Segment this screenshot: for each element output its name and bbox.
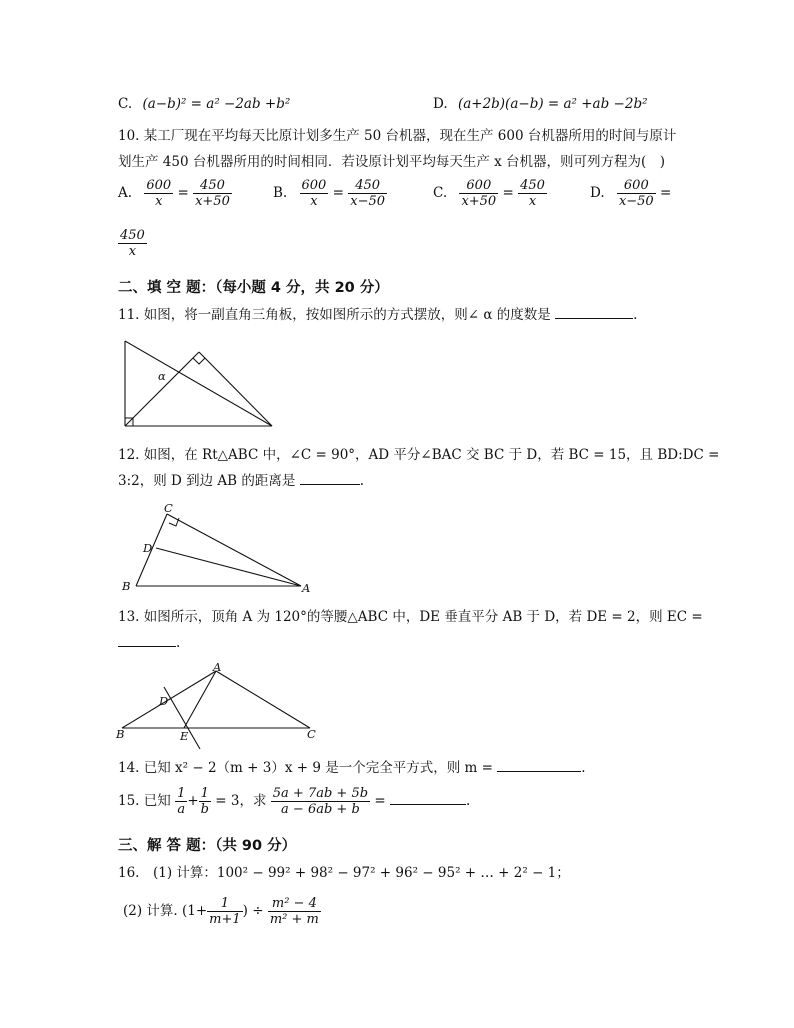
option-label: B. (273, 185, 288, 201)
segment-ca (167, 514, 301, 586)
triangle-edge (125, 341, 272, 426)
q12-line1: 12. 如图，在 Rt△ABC 中，∠C = 90°，AD 平分∠BAC 交 BC 于 D，若 BC = 15，且 BD:DC = (118, 447, 720, 463)
q15-text (118, 786, 470, 817)
section-heading-solutions: 三、解 答 题：（共 90 分） (118, 838, 297, 854)
fraction: $\frac{450}{x-50}$ (350, 178, 386, 209)
fraction: $\frac{1}{b}$ (200, 786, 209, 817)
period: . (581, 760, 586, 776)
option-expression: (a+2b)(a−b) = a² +ab −2b² (457, 96, 648, 112)
fraction: $\frac{450}{x}$ (120, 228, 145, 259)
option-label: D. (433, 96, 448, 112)
fraction: $\frac{1}{a}$ (177, 786, 186, 817)
answer-blank[interactable] (118, 634, 176, 647)
section-heading-fill-in: 二、填 空 题：（每小题 4 分，共 20 分） (118, 280, 389, 296)
question-text: (2) 计算. (1+ (123, 903, 208, 919)
fraction: $\frac{600}{x}$ (301, 178, 327, 209)
q12-figure-triangle (118, 500, 318, 595)
fraction: $\frac{450}{x+50}$ (195, 178, 230, 209)
option-label: C. (433, 185, 448, 201)
equals-sign: = (177, 185, 189, 201)
option-label: D. (590, 185, 605, 201)
vertex-label-a: A (213, 660, 222, 674)
q13-line2 (118, 634, 180, 652)
division-sign: ) ÷ (242, 903, 264, 919)
q10-option-d-continued (118, 228, 147, 259)
question-text: 11. 如图，将一副直角三角板，按如图所示的方式摆放，则∠ α 的度数是 (118, 307, 551, 323)
q13-line1: 13. 如图所示，顶角 A 为 120°的等腰△ABC 中，DE 垂直平分 AB 于 D，若 DE = 2，则 EC = (118, 609, 703, 625)
period: . (633, 307, 638, 323)
plus-sign: + (187, 793, 199, 809)
answer-blank[interactable] (555, 306, 633, 319)
question-text: 3:2，则 D 到边 AB 的距离是 (118, 473, 296, 489)
period: . (176, 635, 181, 651)
q9-option-c (118, 95, 290, 113)
equals-sign: = (332, 185, 344, 201)
right-angle-mark (193, 358, 205, 364)
answer-blank[interactable] (390, 792, 466, 805)
option-label: C. (118, 96, 133, 112)
q11-text (118, 306, 637, 324)
vertex-label-d: D (143, 541, 153, 555)
q10-option-b (273, 178, 387, 209)
question-text: = 3，求 (215, 793, 267, 809)
option-label: A. (118, 185, 133, 201)
question-text: 15. 已知 (118, 793, 171, 809)
period: . (359, 473, 364, 489)
segment-ab (122, 671, 216, 728)
q16-part2 (123, 896, 321, 927)
q10-option-a (118, 178, 232, 209)
fraction: $\frac{1}{m+1}$ (209, 896, 241, 927)
q14-text (118, 759, 586, 777)
fraction: $\frac{5a + 7ab + 5b}{a - 6ab + b}$ (272, 786, 369, 817)
q10-option-d (590, 178, 671, 209)
vertex-label-c: C (307, 727, 316, 741)
angle-alpha-label: α (158, 369, 166, 383)
vertex-label-e: E (180, 729, 189, 743)
triangle-edge (199, 352, 272, 426)
fraction: $\frac{600}{x}$ (146, 178, 172, 209)
vertex-label-b: B (116, 727, 125, 741)
q9-option-d (433, 95, 648, 113)
equals-sign: = (502, 185, 514, 201)
q12-line2 (118, 472, 364, 490)
equals-sign: = (660, 185, 672, 201)
q13-figure-isosceles (112, 660, 327, 755)
answer-blank[interactable] (300, 472, 360, 485)
vertex-label-d: D (159, 694, 169, 708)
equals-sign: = (374, 793, 386, 809)
q16-part1: 16. (1) 计算：100² − 99² + 98² − 97² + 96² − 95² + … + 2² − 1； (118, 865, 570, 881)
answer-blank[interactable] (497, 759, 581, 772)
vertex-label-a: A (302, 581, 311, 595)
q10-line2: 划生产 450 台机器所用的时间相同．若设原计划平均每天生产 x 台机器，则可列方程为( ) (118, 154, 666, 170)
segment-ac (216, 671, 310, 728)
fraction: $\frac{450}{x}$ (520, 178, 545, 209)
segment-ad (156, 548, 301, 586)
vertex-label-c: C (164, 501, 173, 515)
vertex-label-b: B (122, 579, 131, 593)
q10-option-c (433, 178, 547, 209)
fraction: $\frac{\text{m² − 4}}{\text{m² + m}}$ (269, 896, 319, 927)
triangle-edge (125, 352, 199, 426)
fraction: $\frac{600}{x+50}$ (461, 178, 497, 209)
option-expression: (a−b)² = a² −2ab +b² (142, 96, 291, 112)
fraction: $\frac{600}{x-50}$ (618, 178, 654, 209)
q10-line1: 10. 某工厂现在平均每天比原计划多生产 50 台机器，现在生产 600 台机器所用的时间与原计 (118, 128, 677, 144)
q11-figure-triangles (118, 335, 288, 435)
segment-ae (184, 671, 216, 728)
question-text: 14. 已知 x² − 2（m + 3）x + 9 是一个完全平方式，则 m = (118, 760, 493, 776)
period: . (465, 793, 471, 809)
